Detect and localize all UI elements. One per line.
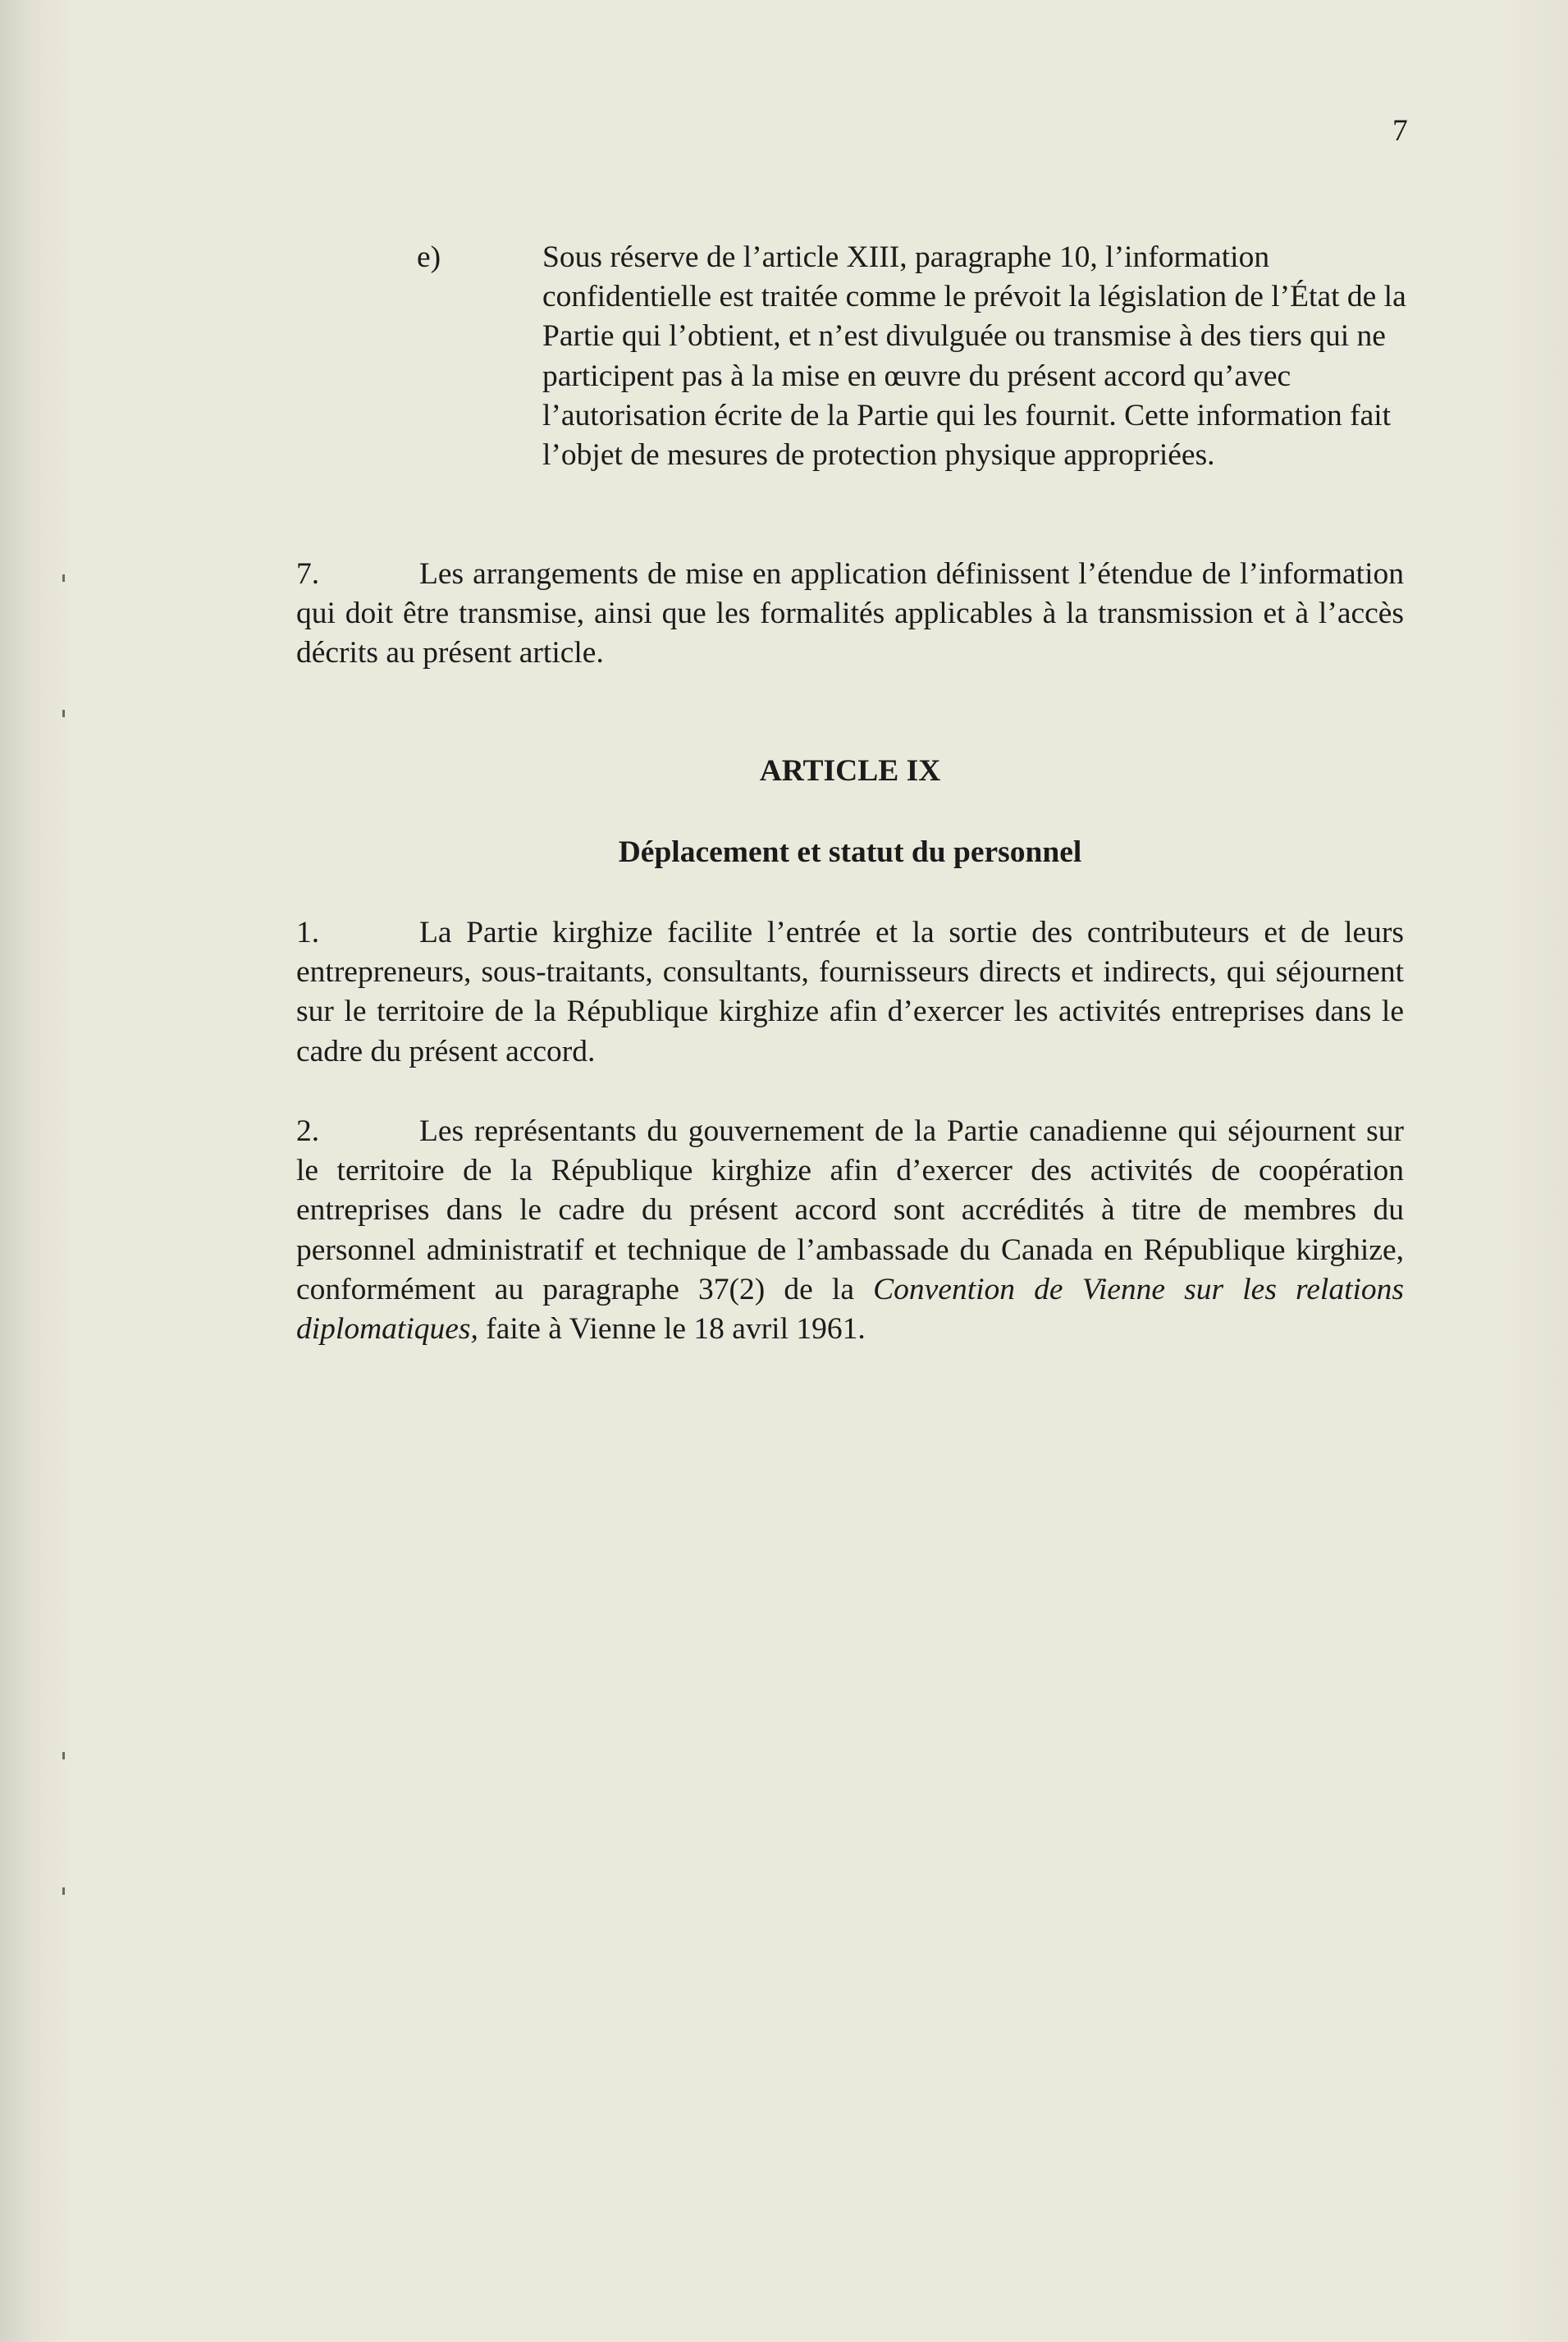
article-subtitle: Déplacement et statut du personnel	[618, 835, 1082, 869]
binding-mark	[62, 1752, 65, 1759]
paragraph-number: 2.	[296, 1114, 320, 1148]
article-title: ARTICLE IX	[759, 754, 941, 788]
paragraph-text: La Partie kirghize facilite l’entrée et la sortie des contributeurs et de leurs entrepreneurs, sous-traitants, consultants, fournisseurs directs et indirects, qui séjournent sur le territoire de la République kirghize afin d’exercer les activités entreprises dans le cadre du présent accord.	[296, 916, 1404, 1068]
binding-mark	[62, 574, 65, 582]
binding-mark	[62, 1887, 65, 1895]
paragraph-1	[296, 913, 1404, 1072]
paragraph-text: Les représentants du gouvernement de la Partie canadienne qui séjournent sur le territoire de la République kirghize afin d’exercer des activités de coopération entreprises dans le cadre du présent accord sont accrédités à titre de membres du personnel administratif et technique de l’ambassade du Canada en République kirghize, conformément au paragraphe 37(2) de la	[296, 1114, 1404, 1306]
paragraph-text: Les arrangements de mise en application définissent l’étendue de l’information qui doit être transmise, ainsi que les formalités applicables à la transmission et à l’accès décrits au présent article.	[296, 557, 1404, 670]
paragraph-7	[296, 555, 1404, 674]
paragraph-number: 7.	[296, 557, 320, 591]
paragraph-text-end: faite à Vienne le 18 avril 1961.	[478, 1312, 866, 1347]
page-number: 7	[1392, 114, 1408, 148]
list-item-label: e)	[417, 240, 441, 274]
paragraph-number: 1.	[296, 916, 320, 949]
convention-title: Convention de Vienne sur les relations diplomatiques,	[296, 1272, 1404, 1347]
list-item-text: Sous réserve de l’article XIII, paragraphe 10, l’information confidentielle est traitée comme le prévoit la législation de l’État de la Partie qui l’obtient, et n’est divulguée ou transmise à des tiers qui ne participent pas à la mise en œuvre du présent accord qu’avec l’autorisation écrite de la Partie qui les fournit. Cette information fait l’objet de mesures de protection physique appropriées.	[542, 240, 1406, 473]
paragraph-2	[296, 1112, 1404, 1349]
binding-mark	[62, 710, 65, 717]
